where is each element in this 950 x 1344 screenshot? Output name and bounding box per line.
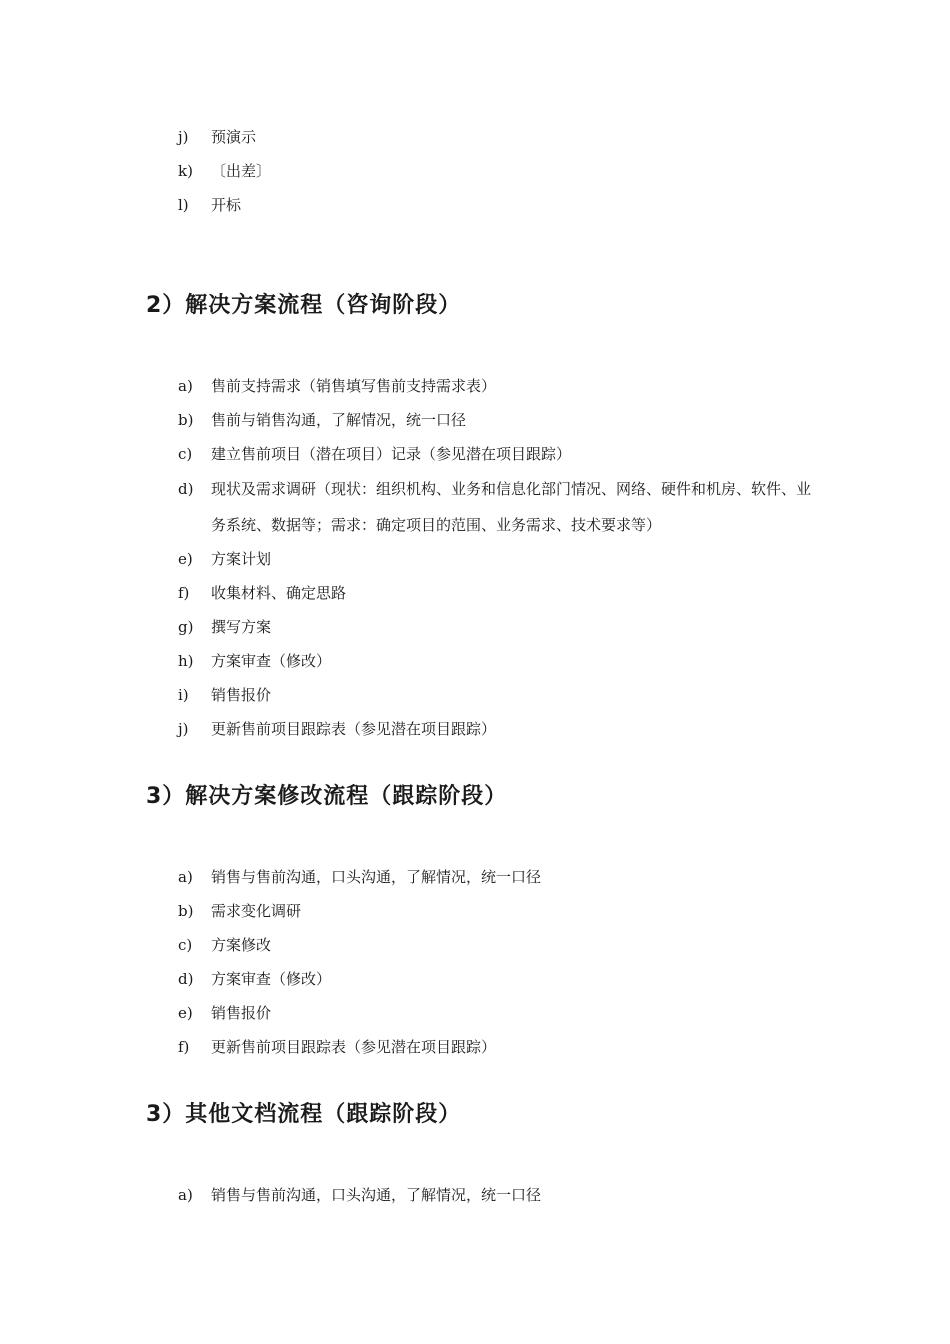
- list-item-text: 销售与售前沟通，口头沟通，了解情况，统一口径: [211, 1186, 542, 1204]
- list-item-text: 售前支持需求（销售填写售前支持需求表）: [211, 377, 497, 395]
- list-marker: i): [178, 686, 189, 704]
- list-marker: e): [178, 1004, 193, 1022]
- list-item-text: 方案审查（修改）: [211, 652, 332, 670]
- list-item-text: 预演示: [211, 128, 257, 146]
- list-item-text: 开标: [211, 196, 242, 214]
- list-item-text: 需求变化调研: [211, 902, 302, 920]
- list-item-text: 销售报价: [211, 1004, 272, 1022]
- list-marker: j): [178, 128, 189, 146]
- section-heading: 3）解决方案修改流程（跟踪阶段）: [146, 784, 508, 809]
- list-marker: h): [178, 652, 194, 670]
- list-marker: b): [178, 411, 194, 429]
- list-item-text: 销售报价: [211, 686, 272, 704]
- list-marker: a): [178, 377, 193, 395]
- list-marker: d): [178, 480, 194, 498]
- list-marker: g): [178, 618, 194, 636]
- list-marker: a): [178, 1186, 193, 1204]
- list-item-text: 方案修改: [211, 936, 272, 954]
- list-item-text: 方案计划: [211, 550, 272, 568]
- list-marker: a): [178, 868, 193, 886]
- list-item-text: 售前与销售沟通，了解情况，统一口径: [211, 411, 467, 429]
- list-marker: e): [178, 550, 193, 568]
- list-marker: j): [178, 720, 189, 738]
- list-item-text: 方案审查（修改）: [211, 970, 332, 988]
- section-heading: 2）解决方案流程（咨询阶段）: [146, 293, 462, 318]
- list-marker: d): [178, 970, 194, 988]
- list-item-text: 销售与售前沟通，口头沟通，了解情况，统一口径: [211, 868, 542, 886]
- list-marker: l): [178, 196, 189, 214]
- list-marker: c): [178, 936, 193, 954]
- list-item-text: 现状及需求调研（现状：组织机构、业务和信息化部门情况、网络、硬件和机房、软件、业务系统、数据等；需求：确定项目的范围、业务需求、技术要求等）: [211, 480, 812, 534]
- list-marker: f): [178, 584, 190, 602]
- section-heading: 3）其他文档流程（跟踪阶段）: [146, 1102, 462, 1127]
- list-item-text: 〔出差〕: [211, 162, 272, 180]
- list-item: [178, 479, 838, 535]
- list-item-text: 收集材料、确定思路: [211, 584, 347, 602]
- list-item-text: 撰写方案: [211, 618, 272, 636]
- list-marker: k): [178, 162, 193, 180]
- list-item-text: 更新售前项目跟踪表（参见潜在项目跟踪）: [211, 1038, 497, 1056]
- list-marker: f): [178, 1038, 190, 1056]
- list-item-text: 建立售前项目（潜在项目）记录（参见潜在项目跟踪）: [211, 445, 572, 463]
- list-marker: b): [178, 902, 194, 920]
- list-marker: c): [178, 445, 193, 463]
- list-item-text: 更新售前项目跟踪表（参见潜在项目跟踪）: [211, 720, 497, 738]
